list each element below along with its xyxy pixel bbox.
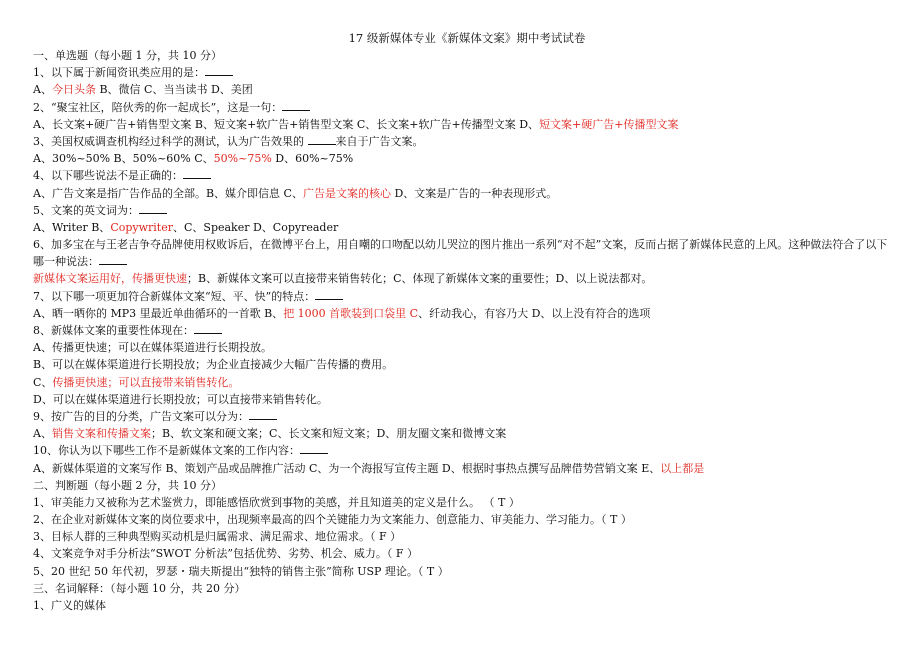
doc-line [33,563,893,580]
answer-text: 短文案+硬广告+传播型文案 [539,117,679,131]
doc-line [33,425,893,442]
doc-line [33,236,893,270]
line-text: ；B、软文案和硬文案；C、长文案和短文案；D、朋友圈文案和微博文案 [150,427,507,441]
line-text: 9、按广告的目的分类，广告文案可以分为： [33,409,249,423]
answer-text: 销售文案和传播文案 [51,427,151,441]
line-text: 8、新媒体文案的重要性体现在： [33,324,194,338]
answer-text: 以上都是 [660,461,705,475]
line-text: 1、审美能力又被称为艺术鉴赏力，即能感悟欣赏到事物的美感，并且知道美的定义是什么。 （ T ） [33,495,520,509]
doc-line [33,81,893,98]
doc-line [33,150,893,167]
doc-line [33,64,893,81]
exam-document [33,30,893,614]
line-text: A、晒一晒你的 MP3 里最近单曲循环的一首歌 B、 [33,306,284,320]
line-text: A、 [33,83,52,97]
answer-blank [183,167,211,179]
doc-line [33,391,893,408]
answer-blank [308,133,336,145]
line-text: 一、单选题（每小题 1 分，共 10 分） [33,49,222,62]
line-text: 7、以下哪一项更加符合新媒体文案“短、平、快”的特点： [33,289,316,303]
doc-line [33,185,893,202]
line-text: D、可以在媒体渠道进行长期投放；可以直接带来销售转化。 [33,392,328,406]
doc-line [33,305,893,322]
answer-blank [139,202,167,214]
line-text: ；B、新媒体文案可以直接带来销售转化；C、体现了新媒体文案的重要性；D、以上说法都对。 [187,272,653,286]
line-text: B、可以在媒体渠道进行长期投放；为企业直接减少大幅广告传播的费用。 [33,358,394,372]
doc-line [33,545,893,562]
doc-line [33,339,893,356]
doc-line [33,270,893,287]
line-text: 6、加多宝在与王老吉争夺品牌使用权败诉后，在微博平台上，用自嘲的口吻配以幼儿哭泣的图片推出一系列“对不起”文案，反而占据了新媒体民意的上风。这种做法符合了以下哪一种说法： [33,238,888,269]
line-text: B、微信 C、当当读书 D、美团 [95,83,253,97]
doc-line [33,288,893,305]
doc-line [33,133,893,150]
line-text: 10、你认为以下哪些工作不是新媒体文案的工作内容： [33,444,300,458]
doc-line [33,477,893,494]
answer-text: 传播更快速；可以直接带来销售转化。 [52,375,240,389]
exam-body [33,47,893,614]
line-text: 5、20 世纪 50 年代初，罗瑟・瑞夫斯提出“独特的销售主张”简称 USP 理论。（ T ） [33,564,449,578]
answer-blank [99,253,127,265]
line-text: A、 [33,427,52,441]
doc-line [33,356,893,373]
doc-line [33,219,893,236]
doc-line [33,202,893,219]
line-text: 、纤动我心，有容乃大 D、以上没有符合的选项 [418,306,651,320]
doc-line [33,597,893,614]
line-text: 1、广义的媒体 [33,599,106,613]
line-text: 2、“聚宝社区，陪伙秀的你一起成长”，这是一句： [33,100,283,114]
doc-line [33,116,893,133]
answer-blank [194,322,222,334]
line-text: 4、文案竞争对手分析法“SWOT 分析法”包括优势、劣势、机会、威力。（ F ） [33,547,419,561]
line-text: 3、美国权威调查机构经过科学的测试，认为广告效果的 [33,134,308,148]
line-text: 三、名词解释：（每小题 10 分，共 20 分） [33,581,246,595]
line-text: A、Writer B、 [33,220,111,234]
line-text: 2、在企业对新媒体文案的岗位要求中，出现频率最高的四个关键能力为文案能力、创意能力、审美能力、学习能力。（ T ） [33,513,632,527]
line-text: A、长文案+硬广告+销售型文案 B、短文案+软广告+销售型文案 C、长文案+软广告+传播型文案 D、 [33,117,540,131]
doc-line [33,322,893,339]
answer-blank [282,99,310,111]
doc-line [33,460,893,477]
line-text: 4、以下哪些说法不是正确的： [33,169,183,183]
answer-blank [315,288,343,300]
line-text: A、传播更快速；可以在媒体渠道进行长期投放。 [33,341,272,355]
doc-line [33,580,893,597]
exam-title: 17 级新媒体专业《新媒体文案》期中考试试卷 [348,31,586,45]
doc-line [33,494,893,511]
answer-text: 广告是文案的核心 [302,186,391,200]
doc-line [33,511,893,528]
line-text: D、文案是广告的一种表现形式。 [390,186,558,200]
line-text: C、 [33,375,53,389]
answer-blank [205,64,233,76]
doc-line [33,408,893,425]
line-text: A、新媒体渠道的文案写作 B、策划产品或品牌推广活动 C、为一个海报写宣传主题 D、根据时事热点撰写品牌借势营销文案 E、 [33,461,661,475]
answer-text: Copywriter [110,220,173,234]
doc-line [33,99,893,116]
answer-blank [249,408,277,420]
doc-line [33,47,893,64]
answer-blank [300,442,328,454]
doc-line [33,167,893,184]
line-text: A、30%~50% B、50%~60% C、 [33,152,214,166]
line-text: A、广告文案是指广告作品的全部。B、媒介即信息 C、 [33,186,303,200]
answer-text: 新媒体文案运用好，传播更快速 [33,272,187,286]
line-text: 二、判断题（每小题 2 分，共 10 分） [33,478,222,492]
answer-text: 50%~75% [213,152,272,166]
answer-text: 把 1000 首歌装到口袋里 C [283,306,419,320]
line-text: 、C、Speaker D、Copyreader [173,220,339,234]
line-text: D、60%~75% [271,152,354,166]
line-text: 3、目标人群的三种典型购买动机是归属需求、满足需求、地位需求。（ F ） [33,530,402,544]
doc-line [33,374,893,391]
doc-line [33,528,893,545]
line-text: 5、文案的英文词为： [33,203,139,217]
line-text: 1、以下属于新闻资讯类应用的是： [33,66,205,80]
line-text: 来自于广告文案。 [335,134,424,148]
doc-line [33,442,893,459]
answer-text: 今日头条 [51,83,96,97]
